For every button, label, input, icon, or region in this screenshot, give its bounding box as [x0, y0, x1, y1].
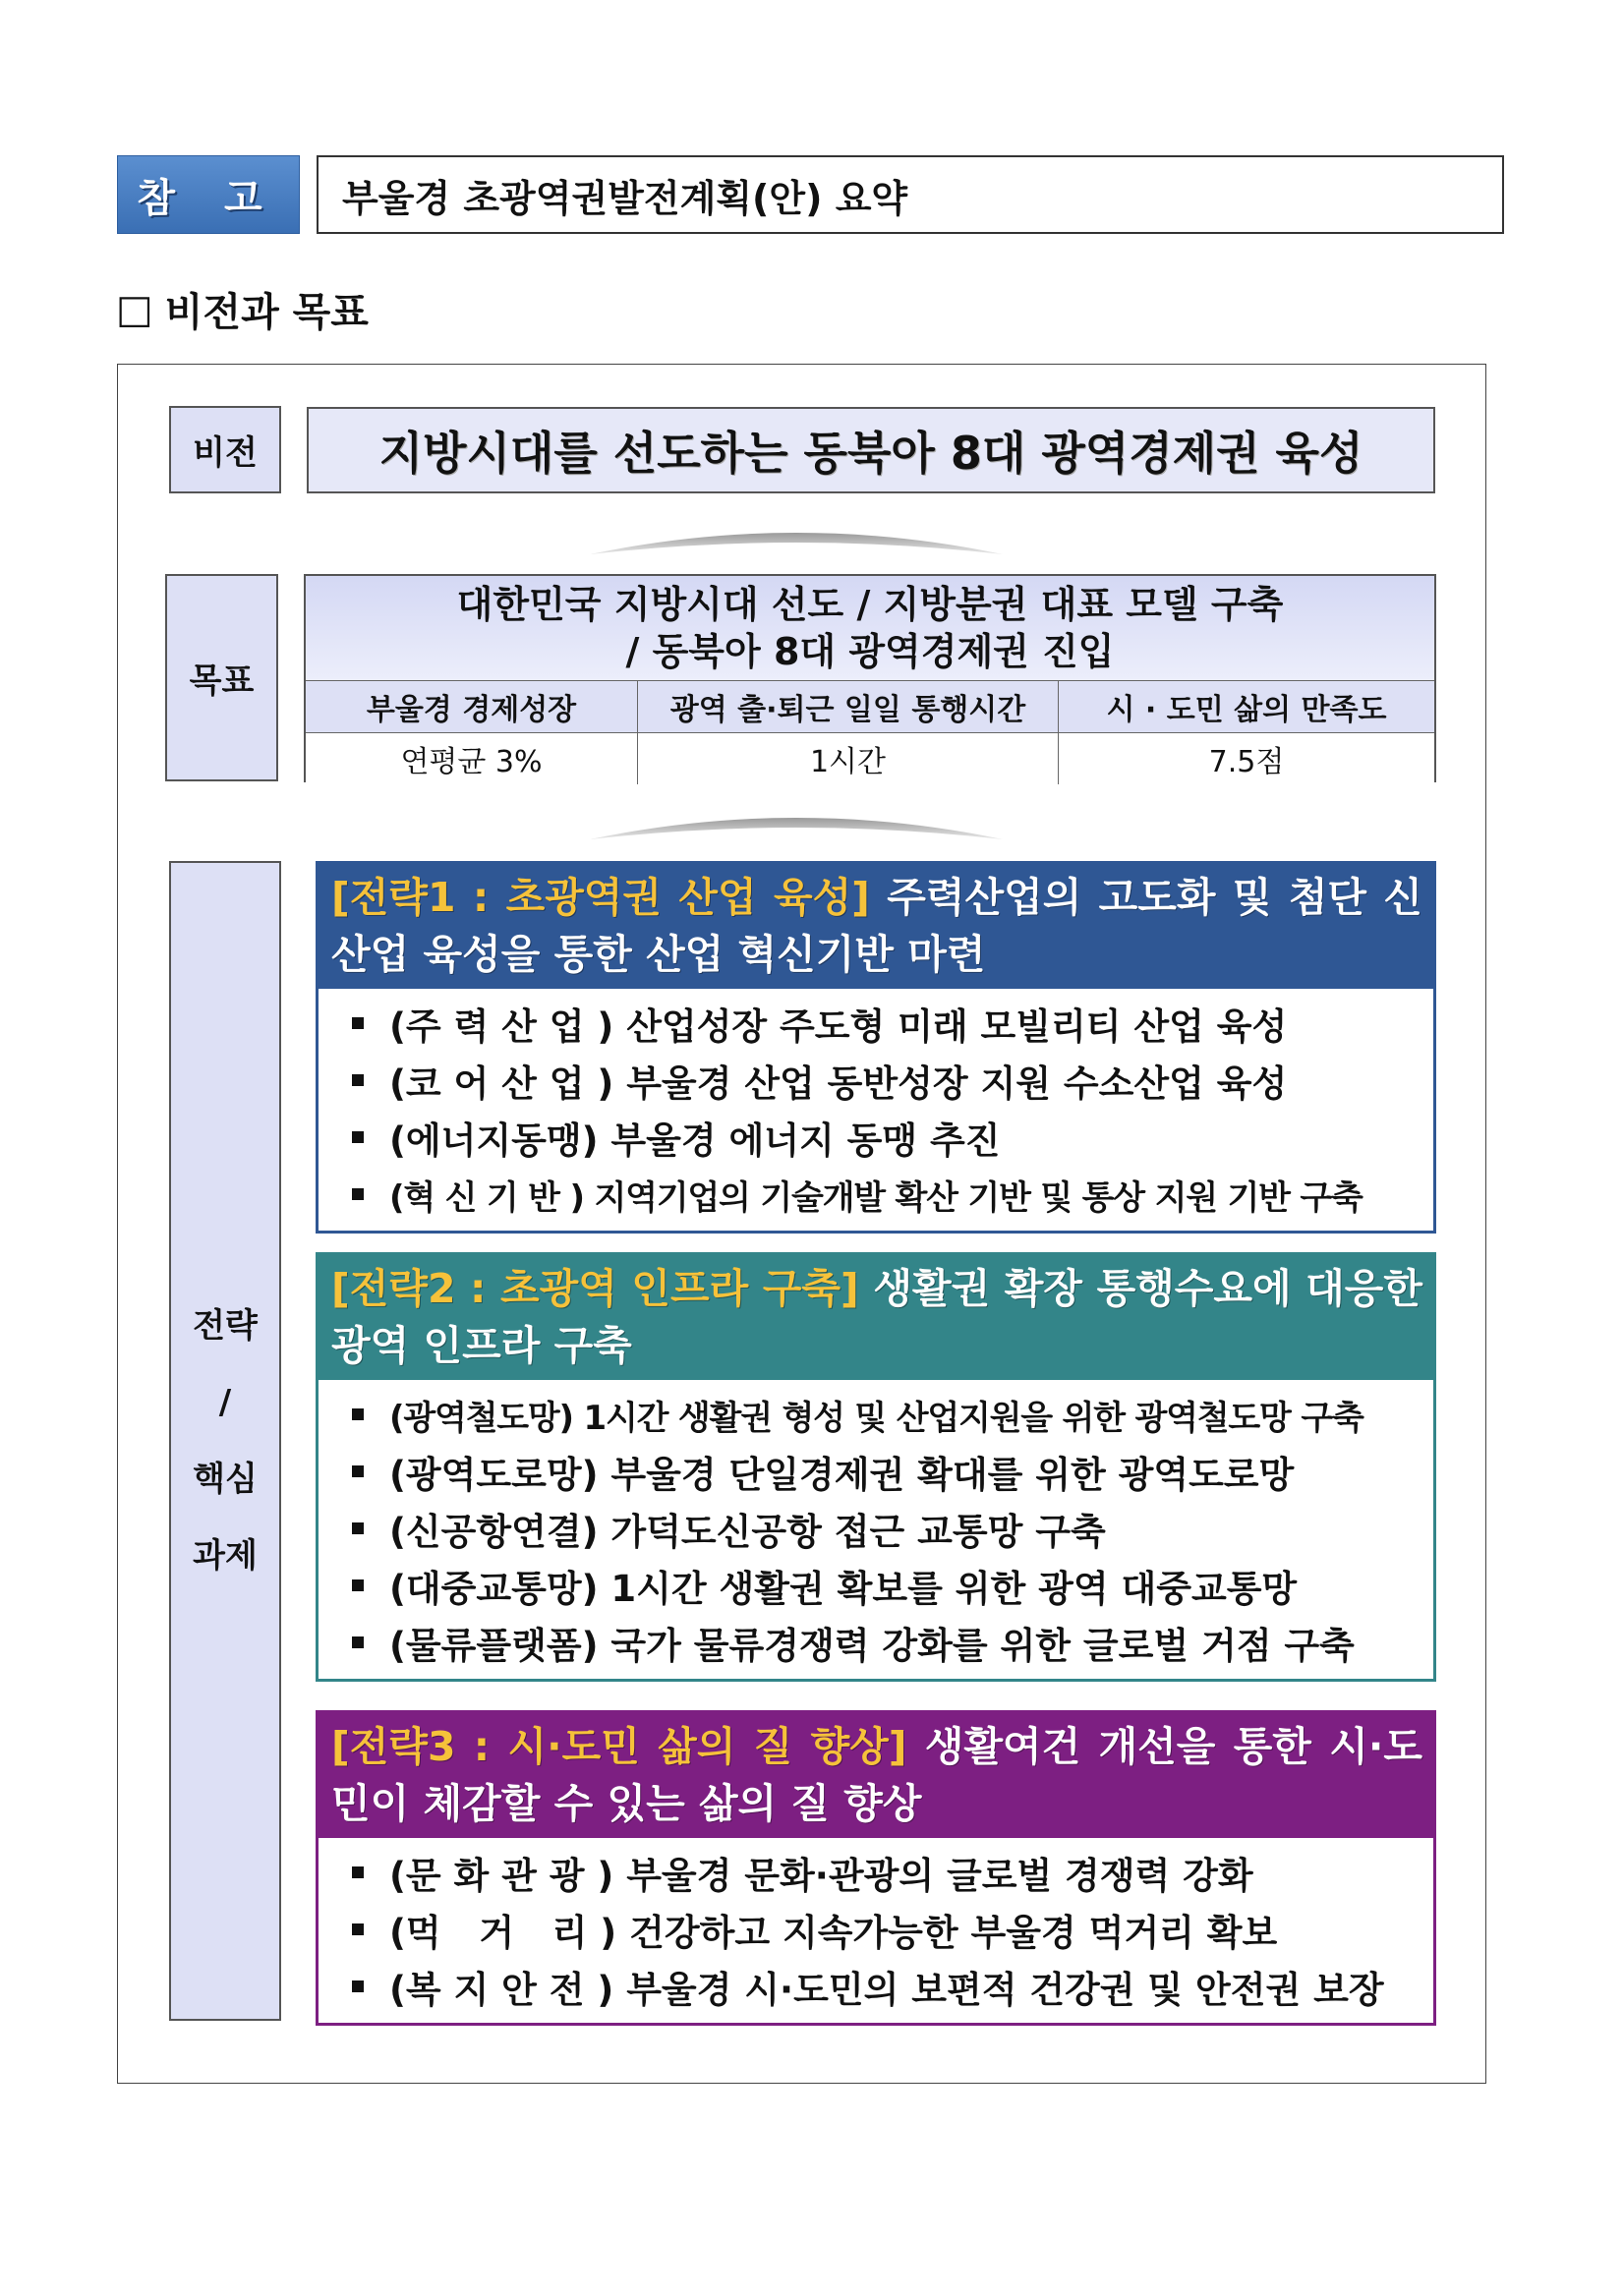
list-item: [336, 1109, 1433, 1166]
bullet-icon: [352, 1131, 364, 1143]
bullet-icon: [352, 1465, 364, 1477]
strategy-1-tag: [전략1 : 초광역권 산업 육성]: [331, 874, 870, 921]
goal-table: [304, 574, 1436, 782]
list-item: [336, 1614, 1433, 1671]
bullet-icon: [352, 1923, 364, 1935]
goal-value-economy: 연평균 3%: [306, 733, 638, 784]
list-item: [336, 1052, 1433, 1109]
goal-title: [306, 576, 1434, 681]
bullet-icon: [352, 1188, 364, 1200]
list-item-text: (물류플랫폼) 국가 물류경쟁력 강화를 위한 글로벌 거점 구축: [389, 1625, 1355, 1667]
list-item-text: (신공항연결) 가덕도신공항 접근 교통망 구축: [389, 1511, 1106, 1553]
list-item: [336, 1166, 1433, 1223]
goal-title-line1: 대한민국 지방시대 선도 / 지방분권 대표 모델 구축: [456, 583, 1284, 626]
goal-value-satisfaction: 7.5점: [1208, 745, 1285, 779]
list-item: [336, 1901, 1433, 1958]
list-item: [336, 1557, 1433, 1614]
vision-statement: 지방시대를 선도하는 동북아 8대 광역경제권 육성: [307, 407, 1435, 493]
strategy-label-line1: 전략: [193, 1306, 258, 1346]
strategy-1-heading: [316, 861, 1436, 989]
goal-header-economy: 부울경 경제성장: [306, 681, 638, 732]
goal-header-satisfaction: 시 · 도민 삶의 만족도: [1106, 693, 1387, 727]
strategy-3-title: 생활여건 개선을 통한 시·도민이 체감할 수 있는 삶의 질 향상: [331, 1723, 1422, 1827]
section-heading: [116, 281, 369, 337]
reference-badge: 참 고: [117, 155, 300, 234]
strategy-3-items: [316, 1838, 1436, 2026]
goal-title-line2: / 동북아 8대 광역경제권 진입: [625, 630, 1115, 673]
list-item-text: (대중교통망) 1시간 생활권 확보를 위한 광역 대중교통망: [389, 1568, 1298, 1610]
list-item-text: (혁 신 기 반 ) 지역기업의 기술개발 확산 기반 및 통상 지원 기반 구축: [389, 1177, 1363, 1218]
bullet-icon: [352, 1579, 364, 1591]
list-item-text: (광역도로망) 부울경 단일경제권 확대를 위한 광역도로망: [389, 1454, 1295, 1496]
goal-label: 목표: [165, 574, 278, 781]
strategy-2-items: [316, 1380, 1436, 1682]
strategy-label: [169, 861, 281, 2021]
up-arrow-icon: [590, 517, 1003, 556]
strategy-2-title: 생활권 확장 통행수요에 대응한 광역 인프라 구축: [331, 1265, 1422, 1369]
bullet-icon: [352, 1980, 364, 1992]
goal-value-commute: 1시간: [638, 733, 1059, 784]
checkbox-icon: □: [116, 286, 153, 332]
vision-label: 비전: [169, 406, 281, 493]
bullet-icon: [352, 1522, 364, 1534]
goal-header-commute: 광역 출·퇴근 일일 통행시간: [638, 681, 1059, 732]
bullet-icon: [352, 1866, 364, 1878]
strategy-2: [316, 1252, 1436, 1682]
list-item-text: (광역철도망) 1시간 생활권 형성 및 산업지원을 위한 광역철도망 구축: [389, 1398, 1363, 1438]
list-item-text: (주 력 산 업 ) 산업성장 주도형 미래 모빌리티 산업 육성: [389, 1005, 1288, 1048]
strategy-2-tag: [전략2 : 초광역 인프라 구축]: [331, 1265, 859, 1312]
up-arrow-icon: [590, 802, 1003, 841]
strategy-2-heading: [316, 1252, 1436, 1380]
list-item: [336, 1500, 1433, 1557]
bullet-icon: [352, 1636, 364, 1648]
goal-header-row: [306, 681, 1434, 733]
strategy-label-line2: /: [218, 1383, 232, 1422]
strategy-3-tag: [전략3 : 시·도민 삶의 질 향상]: [331, 1723, 907, 1770]
list-item: [336, 995, 1433, 1052]
section-title: 비전과 목표: [164, 290, 369, 335]
strategy-3: [316, 1710, 1436, 2026]
bullet-icon: [352, 1408, 364, 1420]
list-item: [336, 1386, 1433, 1443]
list-item-text: (코 어 산 업 ) 부울경 산업 동반성장 지원 수소산업 육성: [389, 1062, 1288, 1105]
strategy-1: [316, 861, 1436, 1234]
document-title-text: 부울경 초광역권발전계획(안) 요약: [342, 176, 908, 220]
goal-value-row: [306, 733, 1434, 784]
list-item: [336, 1844, 1433, 1901]
strategy-label-line3: 핵심: [193, 1460, 258, 1499]
document-title: [317, 155, 1504, 234]
strategy-3-heading: [316, 1710, 1436, 1838]
list-item-text: (에너지동맹) 부울경 에너지 동맹 추진: [389, 1119, 1001, 1162]
list-item-text: (복 지 안 전 ) 부울경 시·도민의 보편적 건강권 및 안전권 보장: [389, 1969, 1384, 2011]
strategy-1-items: [316, 989, 1436, 1234]
list-item: [336, 1958, 1433, 2015]
strategy-1-title: 주력산업의 고도화 및 첨단 신산업 육성을 통한 산업 혁신기반 마련: [331, 874, 1423, 978]
bullet-icon: [352, 1017, 364, 1029]
list-item-text: (먹 거 리 ) 건강하고 지속가능한 부울경 먹거리 확보: [389, 1912, 1278, 1954]
list-item-text: (문 화 관 광 ) 부울경 문화·관광의 글로벌 경쟁력 강화: [389, 1855, 1253, 1897]
strategy-label-line4: 과제: [193, 1536, 258, 1576]
list-item: [336, 1443, 1433, 1500]
bullet-icon: [352, 1074, 364, 1086]
